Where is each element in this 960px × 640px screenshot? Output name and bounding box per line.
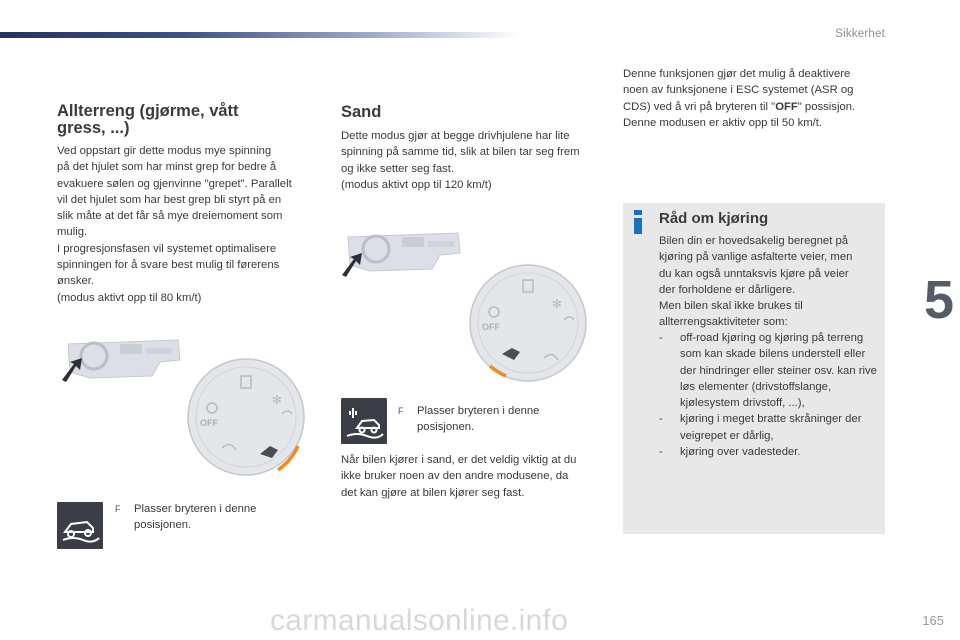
mode-icon-allterreng: [57, 502, 103, 549]
sand-text: Dette modus gjør at begge drivhjulene har lite spinning på samme tid, slik at bilen tar seg frem og ikke setter seg fast. (modus aktivt opp til 120 km/t): [341, 130, 580, 191]
info-icon: [631, 209, 645, 235]
deactivate-text-before: Denne funksjonen gjør det mulig å deaktivere noen av funksjonene i ESC systemet (ASR og CDS) ved å vri på bryteren til ": [623, 68, 854, 113]
header-gradient-bar: [0, 32, 520, 38]
chapter-tab: [918, 268, 960, 332]
driving-advice-list: [659, 330, 879, 460]
watermark: carmanualsonline.info: [270, 604, 569, 637]
sand-warning-text: Når bilen kjører i sand, er det veldig viktig at du ikke bruker noen av den andre modusene, da det kan gjøre at bilen kjører seg fast.: [341, 454, 577, 499]
allterreng-instruction: [115, 501, 290, 534]
sand-instruction: [398, 403, 573, 436]
list-item: - off-road kjøring og kjøring på terreng som kan skade bilens understell eller der hindringer eller steiner osv. kan rive løs elementer (drivstoffslange, kjølesystem drivstoff, ...),: [659, 332, 877, 410]
driving-advice-title: Råd om kjøring: [659, 210, 769, 227]
dashboard-illustration-sand: [340, 225, 462, 277]
chapter-number: 5: [924, 270, 955, 330]
list-item: - kjøring over vadesteder.: [659, 446, 801, 459]
dashboard-illustration-allterreng: [60, 332, 182, 382]
svg-text:✻: ✻: [552, 297, 563, 311]
sand-mode-icon: [341, 398, 387, 444]
mud-mode-icon: [57, 502, 103, 549]
bullet-icon: F: [398, 406, 404, 416]
knob-off-label: OFF: [482, 322, 500, 332]
mode-icon-sand: [341, 398, 387, 444]
off-label: OFF: [775, 100, 798, 113]
mode-selector-knob-allterreng: [186, 356, 306, 478]
deactivate-text-after: " possisjon. Denne modusen er aktiv opp til 50 km/t.: [623, 100, 856, 129]
allterreng-text: Ved oppstart gir dette modus mye spinning på det hjulet som har minst grep for bedre å evakuere sølen og gjenvinne "grepet". Parallelt vil det hjulet som har best grep bli styrt på en slik måte at det får så mye dreiemoment som mulig. I progresjonsfasen vil systemet optimalisere spinningen for å svare best mulig til førerens ønsker. (modus aktivt opp til 80 km/t): [57, 145, 292, 304]
driving-advice-box: [623, 203, 885, 534]
section-title: Sikkerhet: [835, 28, 885, 40]
sand-heading: Sand: [341, 103, 382, 121]
mode-selector-knob-sand: [468, 262, 588, 384]
allterreng-instruction-text: Plasser bryteren i denne posisjonen.: [134, 503, 257, 532]
driving-advice-intro: Bilen din er hovedsakelig beregnet på kjøring på vanlige asfalterte veier, men du kan også unntaksvis kjøre på veier der forholdene er dårligere. Men bilen skal ikke brukes til allterrengsaktiviteter som:: [659, 235, 853, 329]
sand-instruction-text: Plasser bryteren i denne posisjonen.: [417, 405, 540, 434]
page-number: 165: [922, 613, 944, 628]
deactivate-text: [623, 66, 891, 131]
list-item: - kjøring i meget bratte skråninger der veigrepet er dårlig,: [659, 413, 862, 442]
svg-text:✻: ✻: [272, 393, 283, 407]
knob-off-label: OFF: [200, 418, 218, 428]
bullet-icon: F: [115, 504, 121, 514]
allterreng-heading: Allterreng (gjørme, vått gress, ...): [57, 102, 239, 137]
